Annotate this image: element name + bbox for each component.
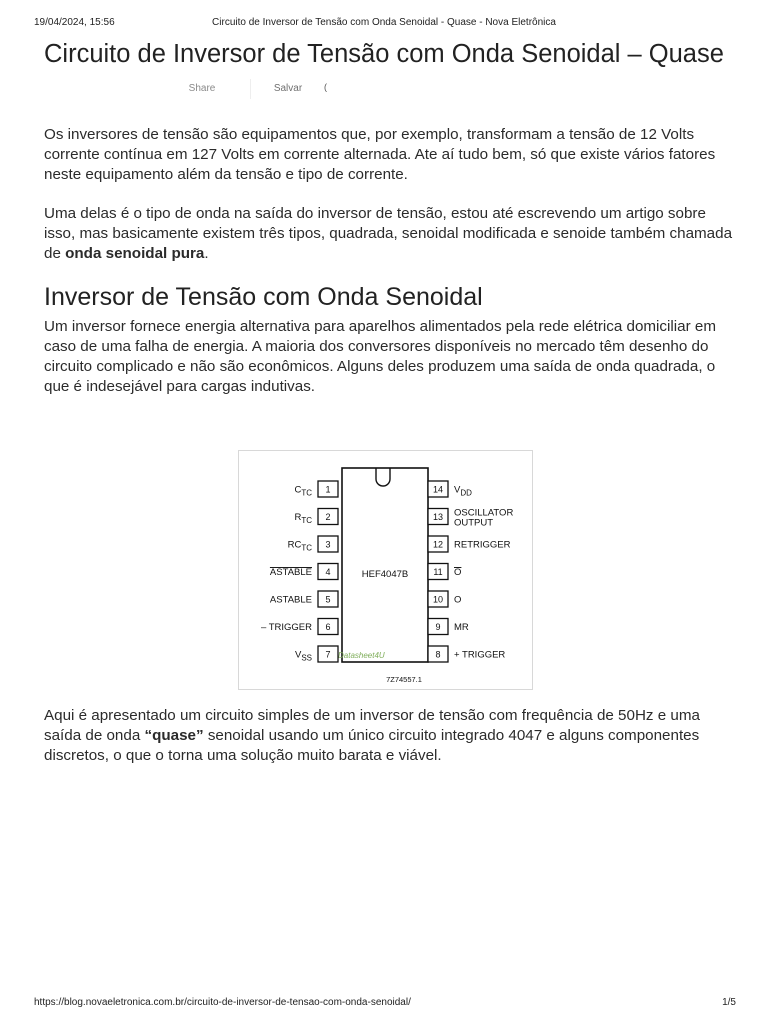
pure-sine-link[interactable]: onda senoidal pura: [65, 245, 205, 262]
pin-label-14: $V_{DD}$: [454, 484, 472, 498]
wave-types-text: Uma delas é o tipo de onda na saída do inversor de tensão, estou até escrevendo um artigo sobre isso, mas basicamente existem três tipos, quadrada, senoidal modificada e senoide também chamada de: [44, 205, 733, 262]
wave-types-end: .: [204, 245, 209, 262]
pin-label-8: + TRIGGER: [454, 649, 506, 661]
print-datetime: 19/04/2024, 15:56: [34, 17, 115, 28]
circuit-paragraph: [44, 706, 734, 766]
quase-emphasis: “quase”: [144, 727, 204, 744]
pin-number-12: 12: [432, 539, 444, 550]
pin-label-10: O: [454, 594, 462, 606]
pin-number-6: 6: [325, 622, 331, 632]
circuit-text: Aqui é apresentado um circuito simples de um inversor de tensão com frequência de 50Hz e uma saída de onda: [44, 707, 700, 744]
pin-label-13-line2: OUTPUT: [454, 517, 494, 529]
pin-label-5: ASTABLE: [269, 594, 312, 606]
pin-label-3: $RC_{TC}$: [287, 539, 312, 553]
pin-number-3: 3: [325, 539, 331, 550]
circuit-text-end: senoidal usando um único circuito integrado 4047 e alguns componentes discretos, o que o torna uma solução muito barata e viável.: [44, 727, 700, 764]
pin-label-7: $V_{SS}$: [294, 649, 312, 663]
print-page-title: Circuito de Inversor de Tensão com Onda Senoidal - Quase - Nova Eletrônica: [212, 17, 556, 28]
pin-number-10: 10: [432, 594, 444, 605]
article-title: Circuito de Inversor de Tensão com Onda Senoidal – Quase: [44, 40, 724, 68]
right-pins: [428, 481, 513, 662]
pin-label-2: $R_{TC}$: [294, 512, 312, 525]
pin-label-6: – TRIGGER: [260, 622, 312, 633]
pin-label-11: O: [454, 567, 462, 578]
pin-number-2: 2: [325, 512, 331, 522]
chip-body: [342, 468, 428, 662]
print-page-number: 1/5: [722, 997, 736, 1008]
left-pins: [261, 481, 338, 663]
hef4047b-pinout-figure: [238, 450, 533, 690]
pin-number-5: 5: [325, 594, 331, 605]
pin-label-12: RETRIGGER: [454, 539, 511, 551]
section-heading: Inversor de Tensão com Onda Senoidal: [44, 283, 483, 311]
pin-label-4: ASTABLE: [269, 567, 312, 578]
article-continued: [44, 706, 734, 766]
figure-code-label: 7Z74557.1: [386, 675, 422, 684]
article: [44, 40, 734, 397]
pin-number-8: 8: [435, 649, 441, 660]
pin-number-9: 9: [435, 622, 441, 632]
pin-number-11: 11: [433, 567, 443, 577]
pin-number-1: 1: [325, 484, 331, 495]
share-bar: [44, 79, 734, 105]
print-url: https://blog.novaeletronica.com.br/circuito-de-inversor-de-tensao-com-onda-senoidal/: [34, 997, 411, 1008]
chip-name-label: HEF4047B: [361, 569, 409, 580]
share-extra-button[interactable]: (: [324, 82, 327, 92]
watermark-text: Datasheet4U: [338, 651, 385, 660]
intro-paragraph: Os inversores de tensão são equipamentos que, por exemplo, transformam a tensão de 12 Volts corrente contínua em 127 Volts em corrente alternada. Ate aí tudo bem, só que existe vários fatores neste equipamento além da tensão e tipo de corrente.: [44, 126, 716, 183]
pin-number-7: 7: [325, 649, 331, 660]
pin-number-14: 14: [432, 484, 444, 495]
pinout-diagram: [239, 451, 532, 689]
pin-number-13: 13: [432, 512, 444, 522]
pin-label-13: OSCILLATOR: [454, 507, 514, 519]
save-button[interactable]: Salvar: [250, 79, 325, 99]
pin-number-4: 4: [325, 567, 331, 577]
inverter-paragraph: Um inversor fornece energia alternativa para aparelhos alimentados pela rede elétrica domiciliar em caso de uma falha de energia. A maioria dos conversores disponíveis no mercado têm desenho do circuito complicado e não são econômicos. Alguns deles produzem uma saída de onda quadrada, o que é indesejável para cargas indutivas.: [44, 318, 716, 395]
share-button[interactable]: Share: [188, 83, 216, 94]
wave-types-paragraph: [44, 204, 734, 264]
pin-label-1: $C_{TC}$: [294, 484, 312, 498]
pin-label-9: MR: [454, 622, 469, 633]
